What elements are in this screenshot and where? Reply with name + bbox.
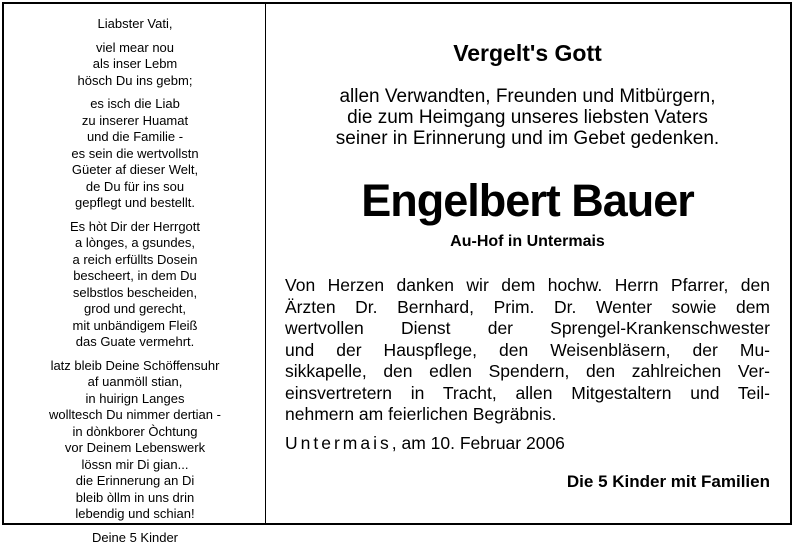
poem-stanza [10,16,260,33]
poem-line: af uanmöll stian, [10,374,260,391]
poem-line: die Erinnerung an Di [10,473,260,490]
dateline-date: , am 10. Februar 2006 [392,433,565,453]
notice-heading: Vergelt's Gott [285,40,770,67]
poem-stanzas [10,16,260,523]
poem-line: in huirign Langes [10,391,260,408]
deceased-name: Engelbert Bauer [285,175,770,227]
poem-line: es sein die wertvollstn [10,146,260,163]
dateline-place: Untermais [285,433,392,453]
poem-line: hösch Du ins gebm; [10,73,260,90]
thanks-line: die zum Heimgang unseres liebsten Vaters [285,107,770,128]
poem-stanza [10,358,260,523]
poem-line: de Du für ins sou [10,179,260,196]
poem-stanza [10,219,260,351]
body-line: nehmern am feierlichen Begräbnis. [285,404,770,426]
residence: Au-Hof in Untermais [285,233,770,251]
poem-line: und die Familie - [10,129,260,146]
body-line: Von Herzen danken wir dem hochw. Herrn Pfarrer, den [285,275,770,297]
poem-line: a reich erfüllts Dosein [10,252,260,269]
poem-line: Güeter af dieser Welt, [10,162,260,179]
poem-line: latz bleib Deine Schöffensuhr [10,358,260,375]
thanks-line: allen Verwandten, Freunden und Mitbürgern, [285,86,770,107]
body-line: wertvollen Dienst der Sprengel-Krankenschwester [285,318,770,340]
poem-line: viel mear nou [10,40,260,57]
poem-line: es isch die Liab [10,96,260,113]
poem-line: grod und gerecht, [10,301,260,318]
dateline [285,433,565,454]
body-line: sikkapelle, den edlen Spendern, den zahlreichen Ver- [285,361,770,383]
poem-line: in dònkborer Òchtung [10,424,260,441]
poem-column [10,16,260,546]
poem-line: Es hòt Dir der Herrgott [10,219,260,236]
poem-line: wolltesch Du nimmer dertian - [10,407,260,424]
poem-line: lebendig und schian! [10,506,260,523]
poem-line: als inser Lebm [10,56,260,73]
poem-line: bescheert, in dem Du [10,268,260,285]
poem-line: gepflegt und bestellt. [10,195,260,212]
poem-line: vor Deinem Lebenswerk [10,440,260,457]
body-line: Ärzten Dr. Bernhard, Prim. Dr. Wenter sowie dem [285,297,770,319]
thanks-paragraph [285,86,770,149]
poem-stanza [10,96,260,212]
poem-stanza [10,40,260,90]
poem-line: bleib òllm in uns drin [10,490,260,507]
column-divider [265,4,266,525]
body-line: und der Hauspflege, den Weisenbläsern, der Mu- [285,340,770,362]
poem-line: lössn mir Di gian... [10,457,260,474]
body-line: einsvertretern in Tracht, allen Mitgestaltern und Teil- [285,383,770,405]
poem-line: Liabster Vati, [10,16,260,33]
poem-line: mit unbändigem Fleiß [10,318,260,335]
poem-line: a lònges, a gsundes, [10,235,260,252]
poem-line: das Guate vermehrt. [10,334,260,351]
signature: Die 5 Kinder mit Familien [567,472,770,492]
poem-closing: Deine 5 Kinder [10,530,260,546]
thanks-line: seiner in Erinnerung und im Gebet gedenken. [285,128,770,149]
poem-line: zu inserer Huamat [10,113,260,130]
gratitude-paragraph [285,275,770,426]
poem-line: selbstlos bescheiden, [10,285,260,302]
